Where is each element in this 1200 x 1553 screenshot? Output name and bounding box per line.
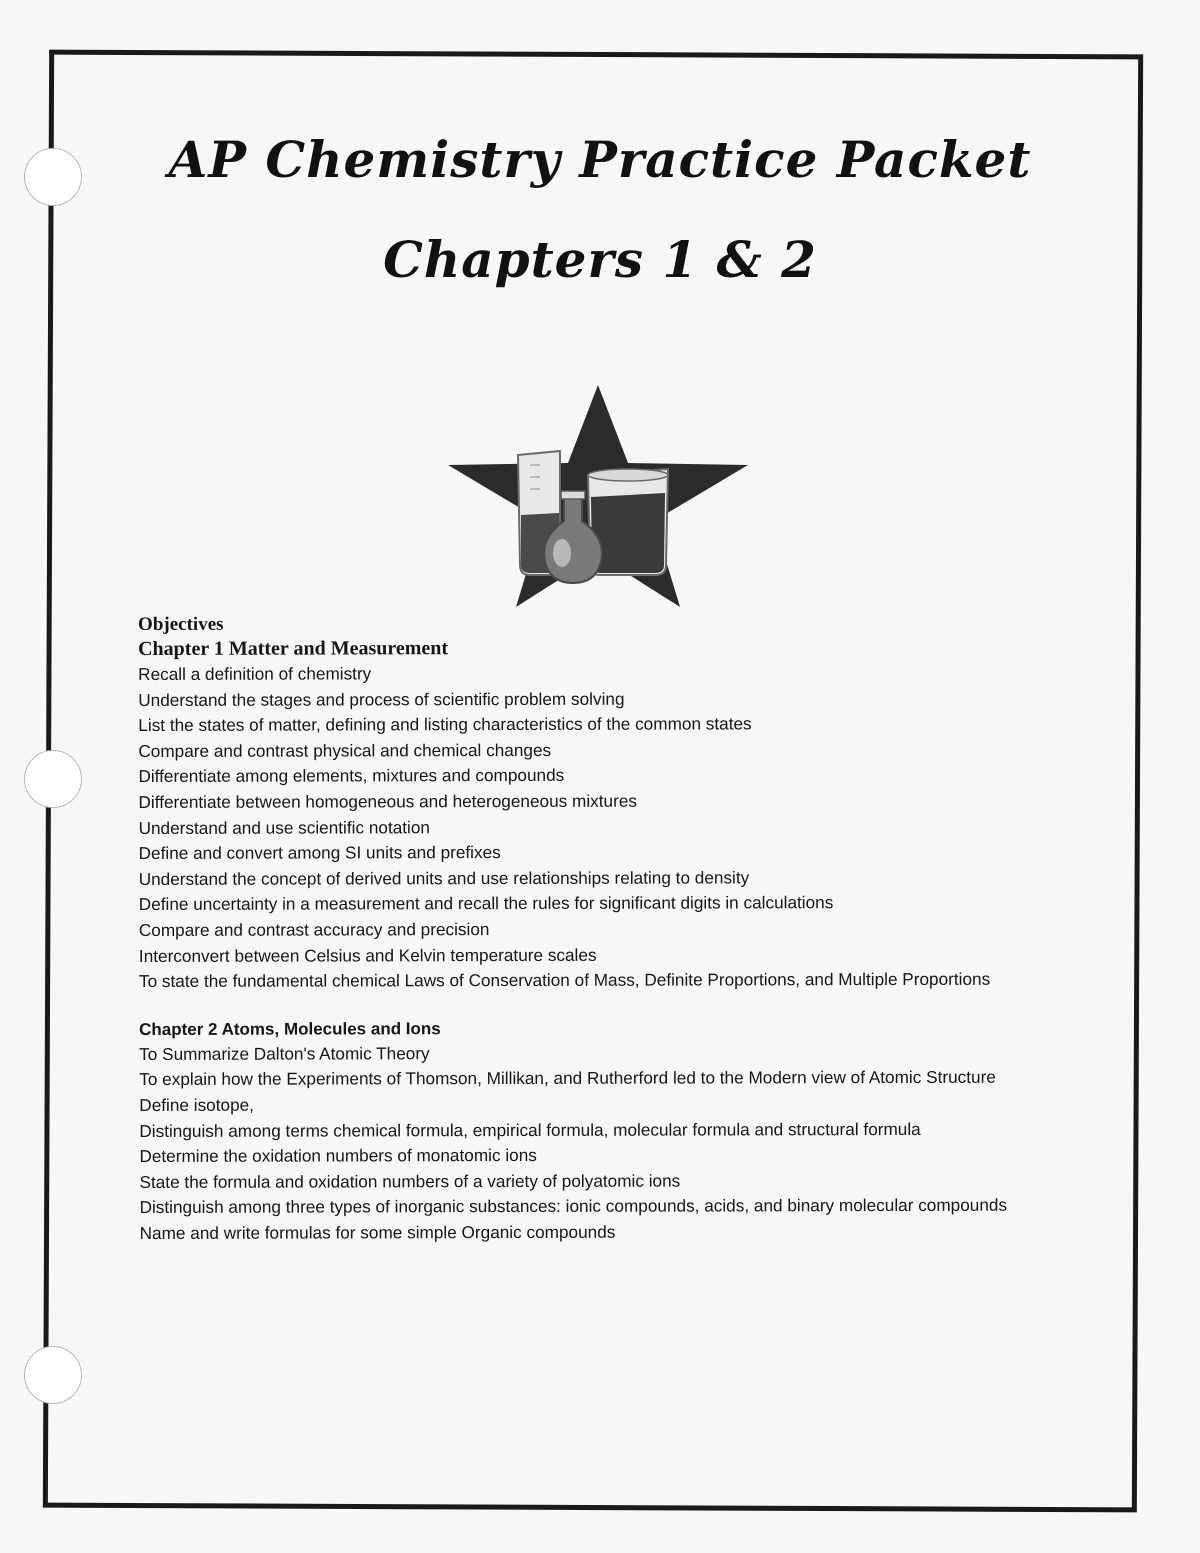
objectives-heading: Objectives [138, 613, 224, 635]
chapter1-objectives-list [138, 660, 1069, 995]
list-item: Name and write formulas for some simple Organic compounds [139, 1221, 616, 1243]
list-item: List the states of matter, defining and listing characteristics of the common states [138, 713, 752, 736]
list-item: Differentiate between homogeneous and heterogeneous mixtures [138, 790, 637, 812]
document-subtitle: Chapters 1 & 2 [383, 230, 817, 289]
list-item: To state the fundamental chemical Laws of Conservation of Mass, Definite Proportions, and Multiple Proportions [138, 968, 991, 992]
list-item: State the formula and oxidation numbers of a variety of polyatomic ions [139, 1170, 681, 1192]
document-title: AP Chemistry Practice Packet [168, 130, 1032, 189]
list-item: Define and convert among SI units and prefixes [138, 842, 501, 864]
list-item: Define isotope, [139, 1094, 254, 1115]
list-item: Understand the concept of derived units and use relationships relating to density [138, 867, 750, 889]
list-item: Recall a definition of chemistry [138, 663, 372, 684]
list-item: Compare and contrast accuracy and precision [138, 919, 490, 940]
binder-hole-middle [24, 750, 82, 808]
list-item: Differentiate among elements, mixtures and compounds [138, 765, 565, 787]
objectives-section [138, 610, 1070, 1247]
list-item: To explain how the Experiments of Thomson, Millikan, and Rutherford led to the Modern view of Atomic Structure [139, 1067, 996, 1090]
star-with-lab-glassware-icon [440, 385, 760, 610]
chapter1-heading: Chapter 1 Matter and Measurement [138, 637, 449, 660]
list-item: Define uncertainty in a measurement and recall the rules for significant digits in calculations [138, 892, 834, 915]
list-item: Distinguish among terms chemical formula, empirical formula, molecular formula and structural formula [139, 1118, 921, 1141]
chapter2-heading: Chapter 2 Atoms, Molecules and Ions [139, 1018, 441, 1039]
list-item: Understand the stages and process of scientific problem solving [138, 688, 625, 710]
list-item: Distinguish among three types of inorganic substances: ionic compounds, acids, and binary molecular compounds [139, 1195, 1008, 1218]
list-item: Determine the oxidation numbers of monatomic ions [139, 1145, 537, 1167]
list-item: To Summarize Dalton's Atomic Theory [139, 1042, 430, 1064]
list-item: Understand and use scientific notation [138, 816, 431, 838]
list-item: Interconvert between Celsius and Kelvin temperature scales [138, 944, 597, 966]
chapter2-objectives-list [139, 1039, 1070, 1246]
binder-hole-bottom [24, 1346, 82, 1404]
list-item: Compare and contrast physical and chemical changes [138, 739, 552, 761]
